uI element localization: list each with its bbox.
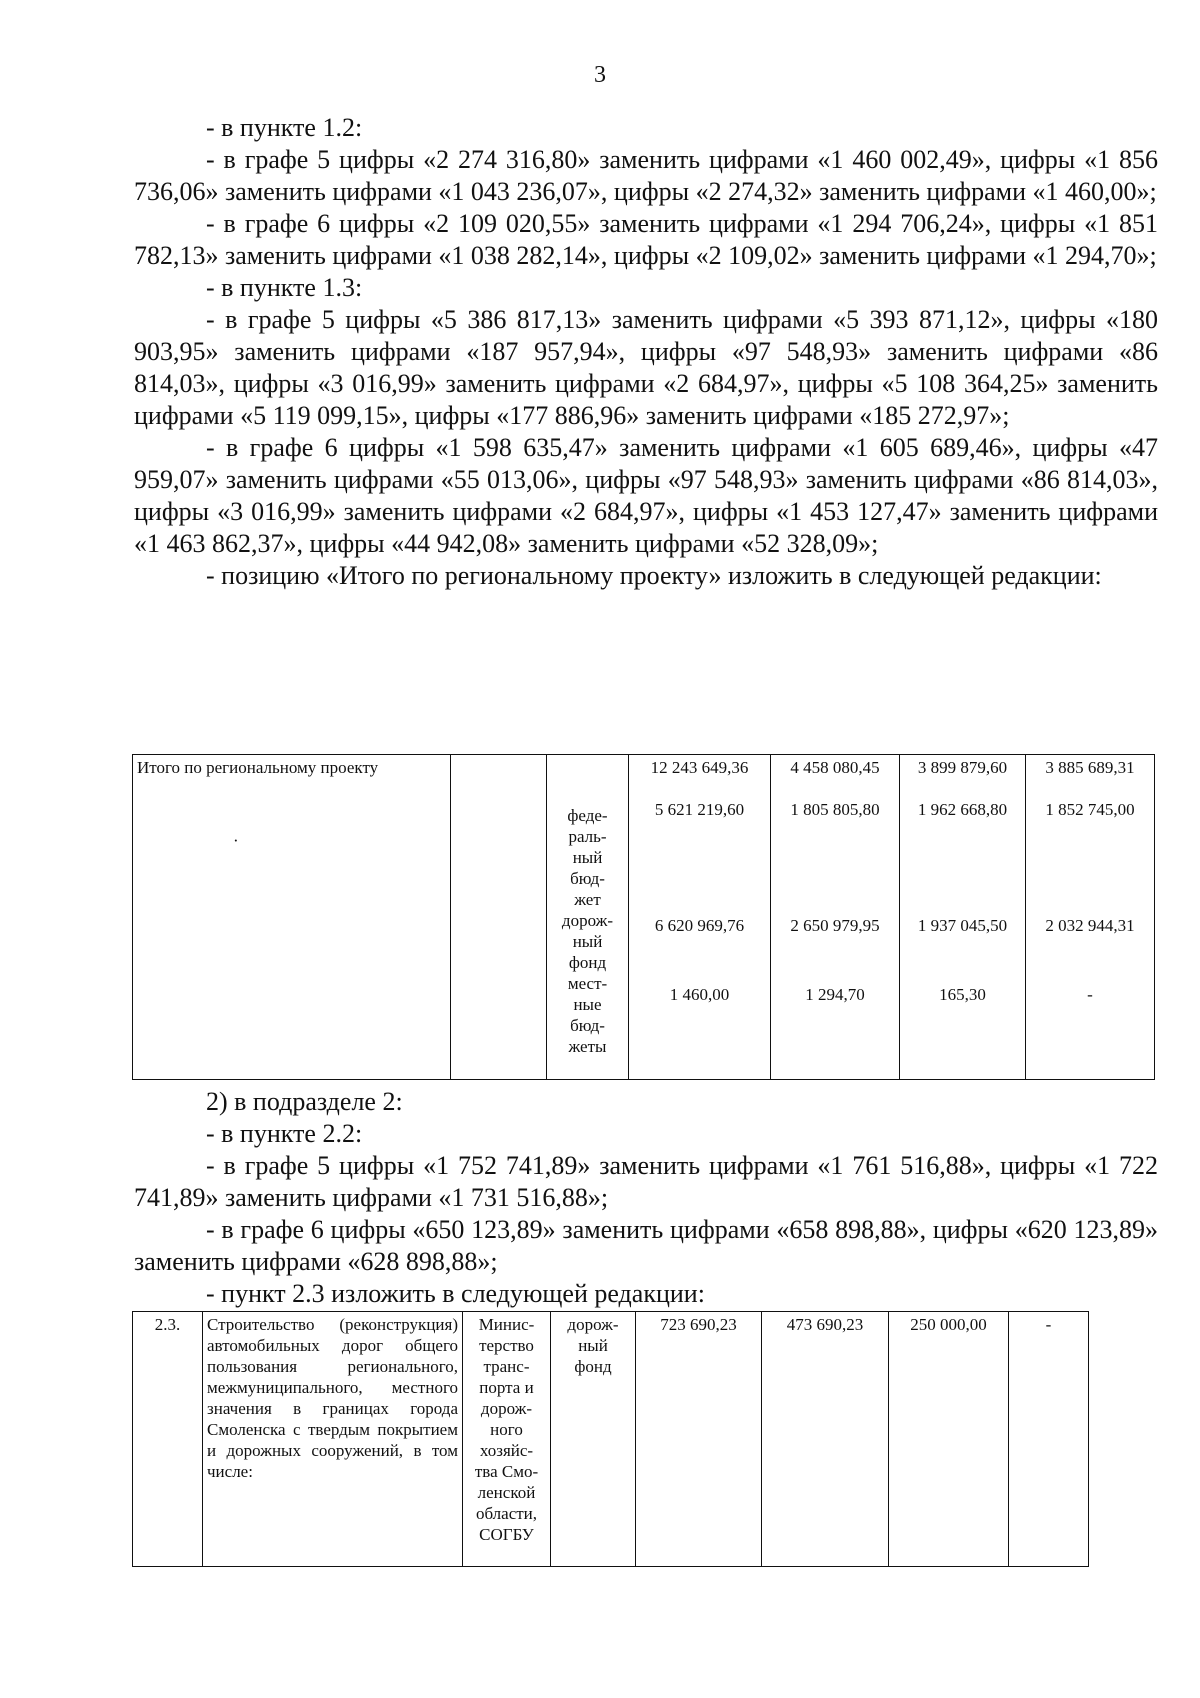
paragraph-item-1-3: - в пункте 1.3: bbox=[206, 273, 363, 302]
paragraph-itogo-intro: - позицию «Итого по региональному проекту» изложить в следующей редакции: bbox=[206, 561, 1102, 590]
paragraph-item-2-3-intro: - пункт 2.3 изложить в следующей редакции: bbox=[206, 1279, 705, 1308]
item-2-3-table bbox=[132, 1311, 1089, 1567]
table1-executor-cell bbox=[451, 755, 547, 1080]
source-local-budgets: мест- ные бюд- жеты bbox=[567, 974, 608, 1056]
paragraph-subsection-2: 2) в подразделе 2: bbox=[206, 1087, 403, 1116]
table1-dot: · bbox=[233, 831, 239, 850]
table2-number: 2.3. bbox=[133, 1312, 203, 1567]
paragraph-1-2-column-5: - в графе 5 цифры «2 274 316,80» заменить цифрами «1 460 002,49», цифры «1 856 736,06» заменить цифрами «1 043 236,07», цифры «2 274,32» заменить цифрами «1 460,00»; bbox=[134, 145, 1158, 206]
source-road-fund: дорож- ный фонд bbox=[561, 911, 614, 972]
table1-value-column-3: 3 899 879,60 1 962 668,80 1 937 045,50 165,30 bbox=[900, 755, 1026, 1080]
table2-source: дорож- ный фонд bbox=[551, 1312, 636, 1567]
table1-value-column-1: 12 243 649,36 5 621 219,60 6 620 969,76 1 460,00 bbox=[629, 755, 771, 1080]
document-body-continued bbox=[134, 1086, 1158, 1310]
table1-value-column-4: 3 885 689,31 1 852 745,00 2 032 944,31 - bbox=[1026, 755, 1155, 1080]
table1-name-cell bbox=[133, 755, 451, 1080]
table-row bbox=[133, 755, 1155, 1080]
regional-project-total-table bbox=[132, 754, 1155, 1080]
paragraph-item-2-2: - в пункте 2.2: bbox=[206, 1119, 363, 1148]
table2-name: Строительство (реконструкция) автомобильных дорог общего пользования регионального, межмуниципального, местного значения в границах города Смоленска с твердым покрытием и дорожных сооружений, в том числе: bbox=[203, 1312, 463, 1567]
table1-source-cell bbox=[547, 755, 629, 1080]
paragraph-2-2-column-5: - в графе 5 цифры «1 752 741,89» заменить цифрами «1 761 516,88», цифры «1 722 741,89» заменить цифрами «1 731 516,88»; bbox=[134, 1151, 1158, 1212]
table1-name: Итого по региональному проекту bbox=[137, 758, 379, 777]
table2-value-2: 473 690,23 bbox=[762, 1312, 889, 1567]
table2-value-4: - bbox=[1009, 1312, 1089, 1567]
paragraph-2-2-column-6: - в графе 6 цифры «650 123,89» заменить цифрами «658 898,88», цифры «620 123,89» заменить цифрами «628 898,88»; bbox=[134, 1215, 1158, 1276]
paragraph-item-1-2: - в пункте 1.2: bbox=[206, 113, 363, 142]
table-row bbox=[133, 1312, 1089, 1567]
table2-value-1: 723 690,23 bbox=[636, 1312, 762, 1567]
paragraph-1-3-column-6: - в графе 6 цифры «1 598 635,47» заменить цифрами «1 605 689,46», цифры «47 959,07» заменить цифрами «55 013,06», цифры «97 548,93» заменить цифрами «86 814,03», цифры «3 016,99» заменить цифрами «2 684,97», цифры «1 453 127,47» заменить цифрами «1 463 862,37», цифры «44 942,08» заменить цифрами «52 328,09»; bbox=[134, 433, 1158, 558]
paragraph-1-3-column-5: - в графе 5 цифры «5 386 817,13» заменить цифрами «5 393 871,12», цифры «180 903,95» заменить цифрами «187 957,94», цифры «97 548,93» заменить цифрами «86 814,03», цифры «3 016,99» заменить цифрами «2 684,97», цифры «5 108 364,25» заменить цифрами «5 119 099,15», цифры «177 886,96» заменить цифрами «185 272,97»; bbox=[134, 305, 1158, 430]
document-body bbox=[134, 112, 1158, 592]
source-federal-budget: феде- раль- ный бюд- жет bbox=[567, 806, 608, 909]
table2-value-3: 250 000,00 bbox=[889, 1312, 1009, 1567]
table2-executor: Минис- терство транс- порта и дорож- ного хозяйс- тва Смо- ленской области, СОГБУ bbox=[463, 1312, 551, 1567]
table1-value-column-2: 4 458 080,45 1 805 805,80 2 650 979,95 1 294,70 bbox=[771, 755, 900, 1080]
paragraph-1-2-column-6: - в графе 6 цифры «2 109 020,55» заменить цифрами «1 294 706,24», цифры «1 851 782,13» заменить цифрами «1 038 282,14», цифры «2 109,02» заменить цифрами «1 294,70»; bbox=[134, 209, 1158, 270]
page-number: 3 bbox=[594, 62, 606, 88]
